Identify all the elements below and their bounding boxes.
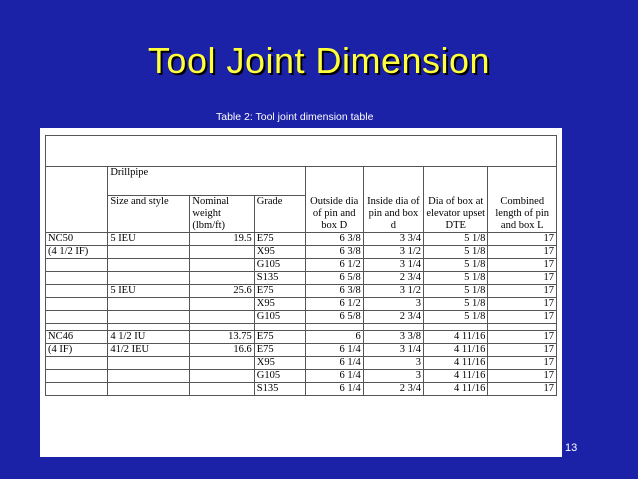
- table-cell: 6 1/4: [305, 370, 363, 383]
- slide-number: 13: [565, 442, 578, 454]
- spacer-cell: [254, 324, 305, 331]
- header-id: Inside dia of pin and box d: [363, 167, 423, 233]
- group-spacer-row: [46, 324, 557, 331]
- table-cell: 4 11/16: [424, 344, 488, 357]
- table-cell: 17: [488, 331, 557, 344]
- table-cell: 6 3/8: [305, 233, 363, 246]
- table-cell: 2 3/4: [363, 272, 423, 285]
- table-cell: 25.6: [190, 285, 254, 298]
- table-cell: 19.5: [190, 233, 254, 246]
- table-row: [46, 259, 557, 272]
- table-header-row-1: [46, 167, 557, 196]
- table-cell: 5 1/8: [424, 246, 488, 259]
- table-cell: [108, 370, 190, 383]
- table-cell: S135: [254, 272, 305, 285]
- connection-empty-cell: [46, 285, 108, 298]
- table-cell: 17: [488, 344, 557, 357]
- table-cell: 5 1/8: [424, 272, 488, 285]
- table-body: [46, 136, 557, 396]
- table-cell: 41/2 IEU: [108, 344, 190, 357]
- table-cell: 17: [488, 383, 557, 396]
- table-cell: [108, 246, 190, 259]
- table-cell: [108, 298, 190, 311]
- connection-empty-cell: [46, 272, 108, 285]
- table-row: [46, 383, 557, 396]
- connection-empty-cell: [46, 311, 108, 324]
- table-top-blank-row: [46, 136, 557, 167]
- table-row: [46, 357, 557, 370]
- table-cell: G105: [254, 311, 305, 324]
- table-cell: 6 1/2: [305, 259, 363, 272]
- table-cell: G105: [254, 259, 305, 272]
- table-cell: X95: [254, 246, 305, 259]
- table-cell: [108, 357, 190, 370]
- connection-sub-cell: (4 1/2 IF): [46, 246, 108, 259]
- connection-name-cell: NC46: [46, 331, 108, 344]
- spacer-cell: [305, 324, 363, 331]
- table-cell: 16.6: [190, 344, 254, 357]
- spacer-cell: [363, 324, 423, 331]
- table-row: [46, 233, 557, 246]
- table-row: [46, 272, 557, 285]
- table-cell: S135: [254, 383, 305, 396]
- table-cell: 6 1/4: [305, 357, 363, 370]
- table-cell: [108, 259, 190, 272]
- header-dte: Dia of box at elevator upset DTE: [424, 167, 488, 233]
- connection-sub-cell: (4 IF): [46, 344, 108, 357]
- table-cell: [190, 272, 254, 285]
- table-cell: G105: [254, 370, 305, 383]
- table-cell: X95: [254, 298, 305, 311]
- table-cell: 6 1/2: [305, 298, 363, 311]
- table-cell: 17: [488, 370, 557, 383]
- table-cell: 13.75: [190, 331, 254, 344]
- table-row: [46, 246, 557, 259]
- table-cell: 3: [363, 298, 423, 311]
- header-nominal-weight: Nominal weight (lbm/ft): [190, 196, 254, 233]
- header-size-style: Size and style: [108, 196, 190, 233]
- table-cell: 17: [488, 259, 557, 272]
- table-cell: 3 1/4: [363, 259, 423, 272]
- header-length: Combined length of pin and box L: [488, 167, 557, 233]
- table-cell: 17: [488, 272, 557, 285]
- table-cell: [190, 383, 254, 396]
- table-cell: 17: [488, 246, 557, 259]
- table-cell: 3 1/4: [363, 344, 423, 357]
- table-cell: 4 11/16: [424, 383, 488, 396]
- table-cell: E75: [254, 331, 305, 344]
- drillpipe-group-header: Drillpipe: [108, 167, 305, 196]
- table-cell: 2 3/4: [363, 311, 423, 324]
- spacer-cell: [190, 324, 254, 331]
- table-cell: 5 1/8: [424, 259, 488, 272]
- table-cell: 3: [363, 370, 423, 383]
- table-cell: 6 1/4: [305, 344, 363, 357]
- table-cell: [190, 259, 254, 272]
- table-cell: 17: [488, 298, 557, 311]
- table-cell: [190, 311, 254, 324]
- table-cell: [108, 311, 190, 324]
- table-cell: 3: [363, 357, 423, 370]
- table-cell: 5 1/8: [424, 233, 488, 246]
- table-caption: Table 2: Tool joint dimension table: [216, 111, 436, 125]
- table-cell: E75: [254, 233, 305, 246]
- table-cell: 5 IEU: [108, 285, 190, 298]
- tool-joint-table: [45, 135, 557, 396]
- spacer-cell: [488, 324, 557, 331]
- table-cell: [190, 298, 254, 311]
- connection-empty-cell: [46, 357, 108, 370]
- spacer-cell: [46, 324, 108, 331]
- table-cell: 3 1/2: [363, 246, 423, 259]
- table-cell: E75: [254, 285, 305, 298]
- table-cell: 4 11/16: [424, 331, 488, 344]
- table-cell: 5 IEU: [108, 233, 190, 246]
- table-cell: [190, 357, 254, 370]
- table-row: [46, 370, 557, 383]
- spacer-cell: [108, 324, 190, 331]
- table-cell: 4 1/2 IU: [108, 331, 190, 344]
- table-cell: [190, 370, 254, 383]
- table-cell: 6 5/8: [305, 272, 363, 285]
- connection-empty-cell: [46, 298, 108, 311]
- table-row: [46, 311, 557, 324]
- connection-empty-cell: [46, 383, 108, 396]
- table-cell: X95: [254, 357, 305, 370]
- table-cell: 4 11/16: [424, 370, 488, 383]
- blank-cell: [46, 136, 557, 167]
- table-cell: [190, 246, 254, 259]
- table-cell: [108, 383, 190, 396]
- table-cell: 3 3/4: [363, 233, 423, 246]
- table-cell: 6 3/8: [305, 285, 363, 298]
- connection-empty-cell: [46, 259, 108, 272]
- header-od: Outside dia of pin and box D: [305, 167, 363, 233]
- connection-name-cell: NC50: [46, 233, 108, 246]
- table-cell: 17: [488, 357, 557, 370]
- table-row: [46, 331, 557, 344]
- table-cell: [108, 272, 190, 285]
- table-cell: 4 11/16: [424, 357, 488, 370]
- table-cell: E75: [254, 344, 305, 357]
- connection-empty-cell: [46, 370, 108, 383]
- table-cell: 5 1/8: [424, 311, 488, 324]
- table-cell: 5 1/8: [424, 298, 488, 311]
- table-cell: 2 3/4: [363, 383, 423, 396]
- table-cell: 17: [488, 311, 557, 324]
- table-cell: 3 1/2: [363, 285, 423, 298]
- table-cell: 3 3/8: [363, 331, 423, 344]
- table-row: [46, 285, 557, 298]
- table-row: [46, 344, 557, 357]
- spacer-cell: [424, 324, 488, 331]
- table-cell: 6 1/4: [305, 383, 363, 396]
- table-cell: 17: [488, 285, 557, 298]
- table-cell: 17: [488, 233, 557, 246]
- table-cell: 5 1/8: [424, 285, 488, 298]
- table-row: [46, 298, 557, 311]
- header-empty-cell: [46, 167, 108, 233]
- table-cell: 6 5/8: [305, 311, 363, 324]
- table-image: [40, 128, 562, 457]
- table-cell: 6 3/8: [305, 246, 363, 259]
- slide-title: Tool Joint Dimension: [147, 40, 491, 81]
- header-grade: Grade: [254, 196, 305, 233]
- table-cell: 6: [305, 331, 363, 344]
